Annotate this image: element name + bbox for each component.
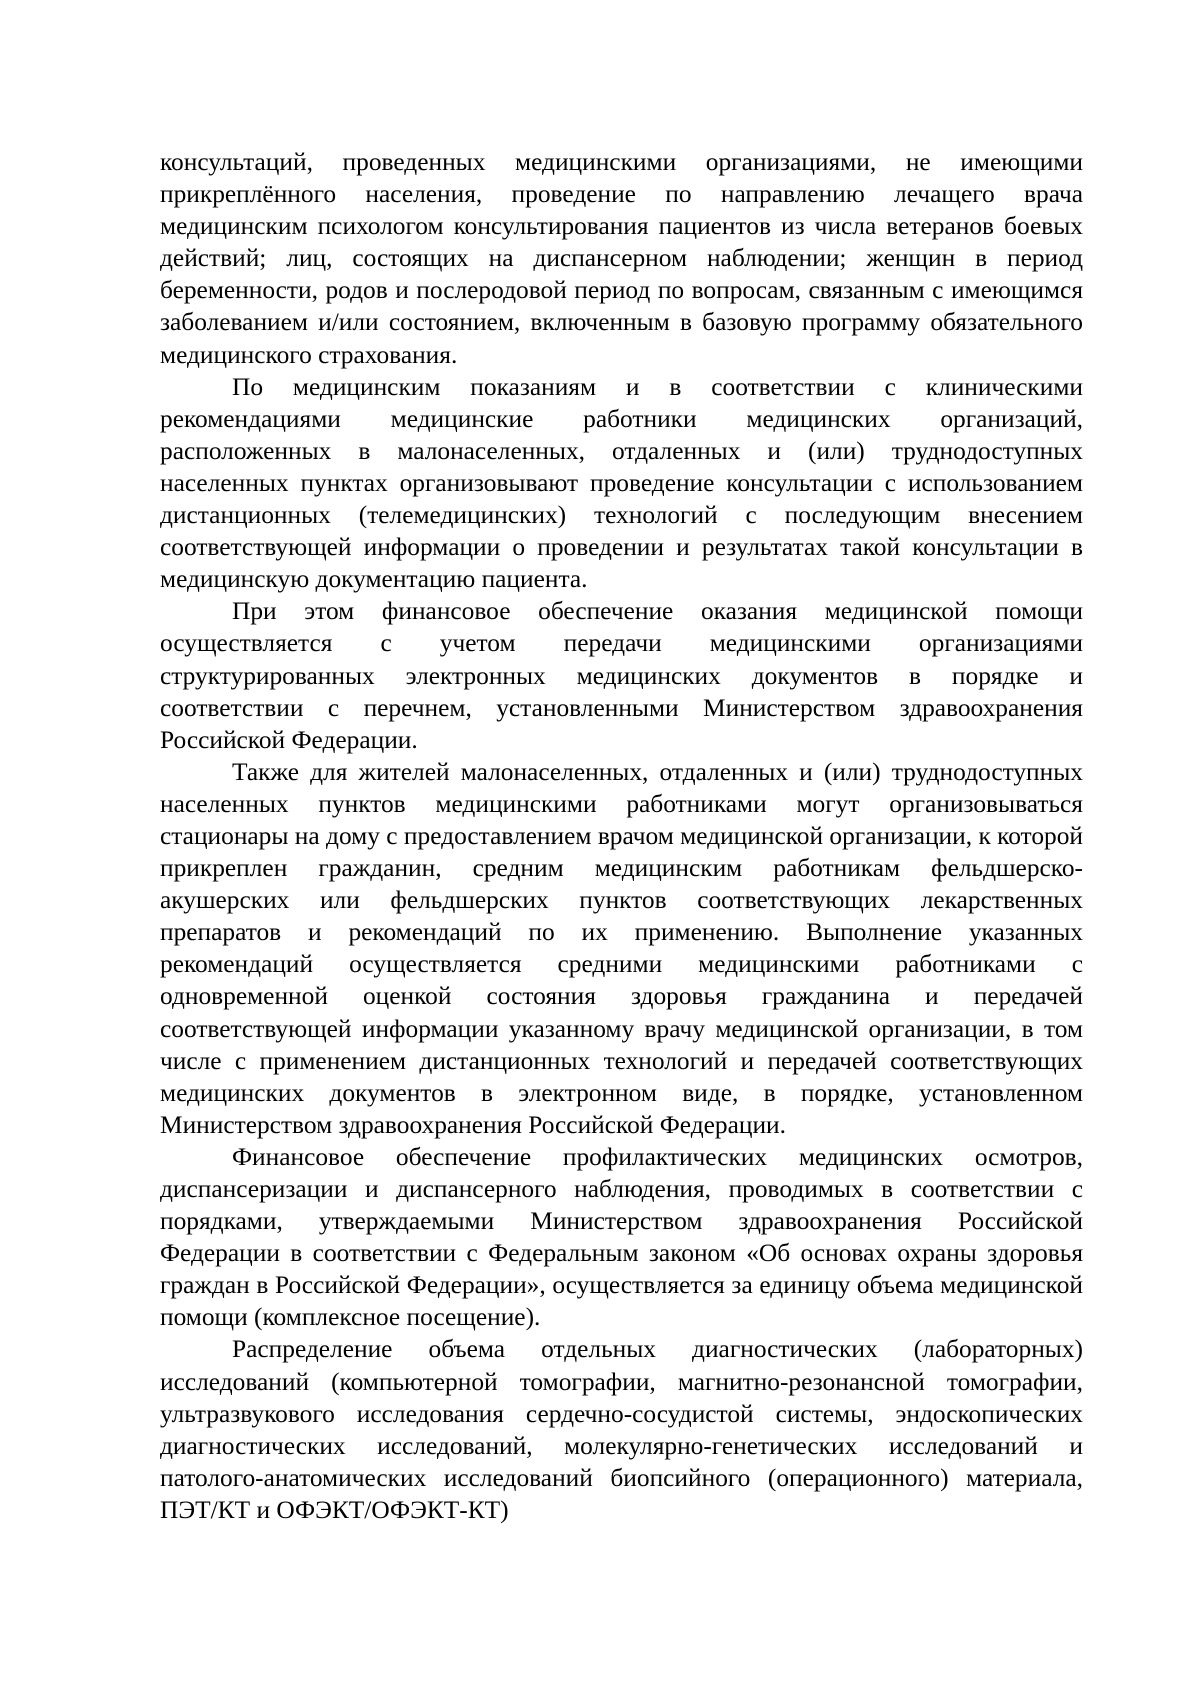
paragraph-2: По медицинским показаниям и в соответствии с клиническими рекомендациями медицинские работники медицинских организаций, расположенных в малонаселенных, отдаленных и (или) труднодоступных населенных пунктах организовывают проведение консультации с использованием дистанционных (телемедицинских) технологий с последующим внесением соответствующей информации о проведении и результатах такой консультации в медицинскую документацию пациента. — [160, 372, 1083, 594]
paragraph-6: Распределение объема отдельных диагностических (лабораторных) исследований (компьютерной томографии, магнитно-резонансной томографии, ультразвукового исследования сердечно-сосудистой системы, эндоскопических диагностических исследований, молекулярно-генетических исследований и патолого-анатомических исследований биопсийного (операционного) материала, ПЭТ/КТ и ОФЭКТ/ОФЭКТ-КТ) — [160, 1335, 1083, 1524]
document-body — [160, 146, 1083, 1526]
paragraph-5: Финансовое обеспечение профилактических медицинских осмотров, диспансеризации и диспансерного наблюдения, проводимых в соответствии с порядками, утверждаемыми Министерством здравоохранения Российской Федерации в соответствии с Федеральным законом «Об основах охраны здоровья граждан в Российской Федерации», осуществляется за единицу объема медицинской помощи (комплексное посещение). — [160, 1142, 1083, 1332]
paragraph-4: Также для жителей малонаселенных, отдаленных и (или) труднодоступных населенных пунктов медицинскими работниками могут организовываться стационары на дому с предоставлением врачом медицинской организации, к которой прикреплен гражданин, средним медицинским работникам фельдшерско-акушерских или фельдшерских пунктов соответствующих лекарственных препаратов и рекомендаций по их применению. Выполнение указанных рекомендаций осуществляется средними медицинскими работниками с одновременной оценкой состояния здоровья гражданина и передачей соответствующей информации указанному врачу медицинской организации, в том числе с применением дистанционных технологий и передачей соответствующих медицинских документов в электронном виде, в порядке, установленном Министерством здравоохранения Российской Федерации. — [160, 757, 1083, 1139]
paragraph-3: При этом финансовое обеспечение оказания медицинской помощи осуществляется с учетом передачи медицинскими организациями структурированных электронных медицинских документов в порядке и соответствии с перечнем, установленными Министерством здравоохранения Российской Федерации. — [160, 597, 1083, 754]
paragraph-1: консультаций, проведенных медицинскими организациями, не имеющими прикреплённого населения, проведение по направлению лечащего врача медицинским психологом консультирования пациентов из числа ветеранов боевых действий; лиц, состоящих на диспансерном наблюдении; женщин в период беременности, родов и послеродовой период по вопросам, связанным с имеющимся заболеванием и/или состоянием, включенным в базовую программу обязательного медицинского страхования. — [160, 148, 1083, 369]
